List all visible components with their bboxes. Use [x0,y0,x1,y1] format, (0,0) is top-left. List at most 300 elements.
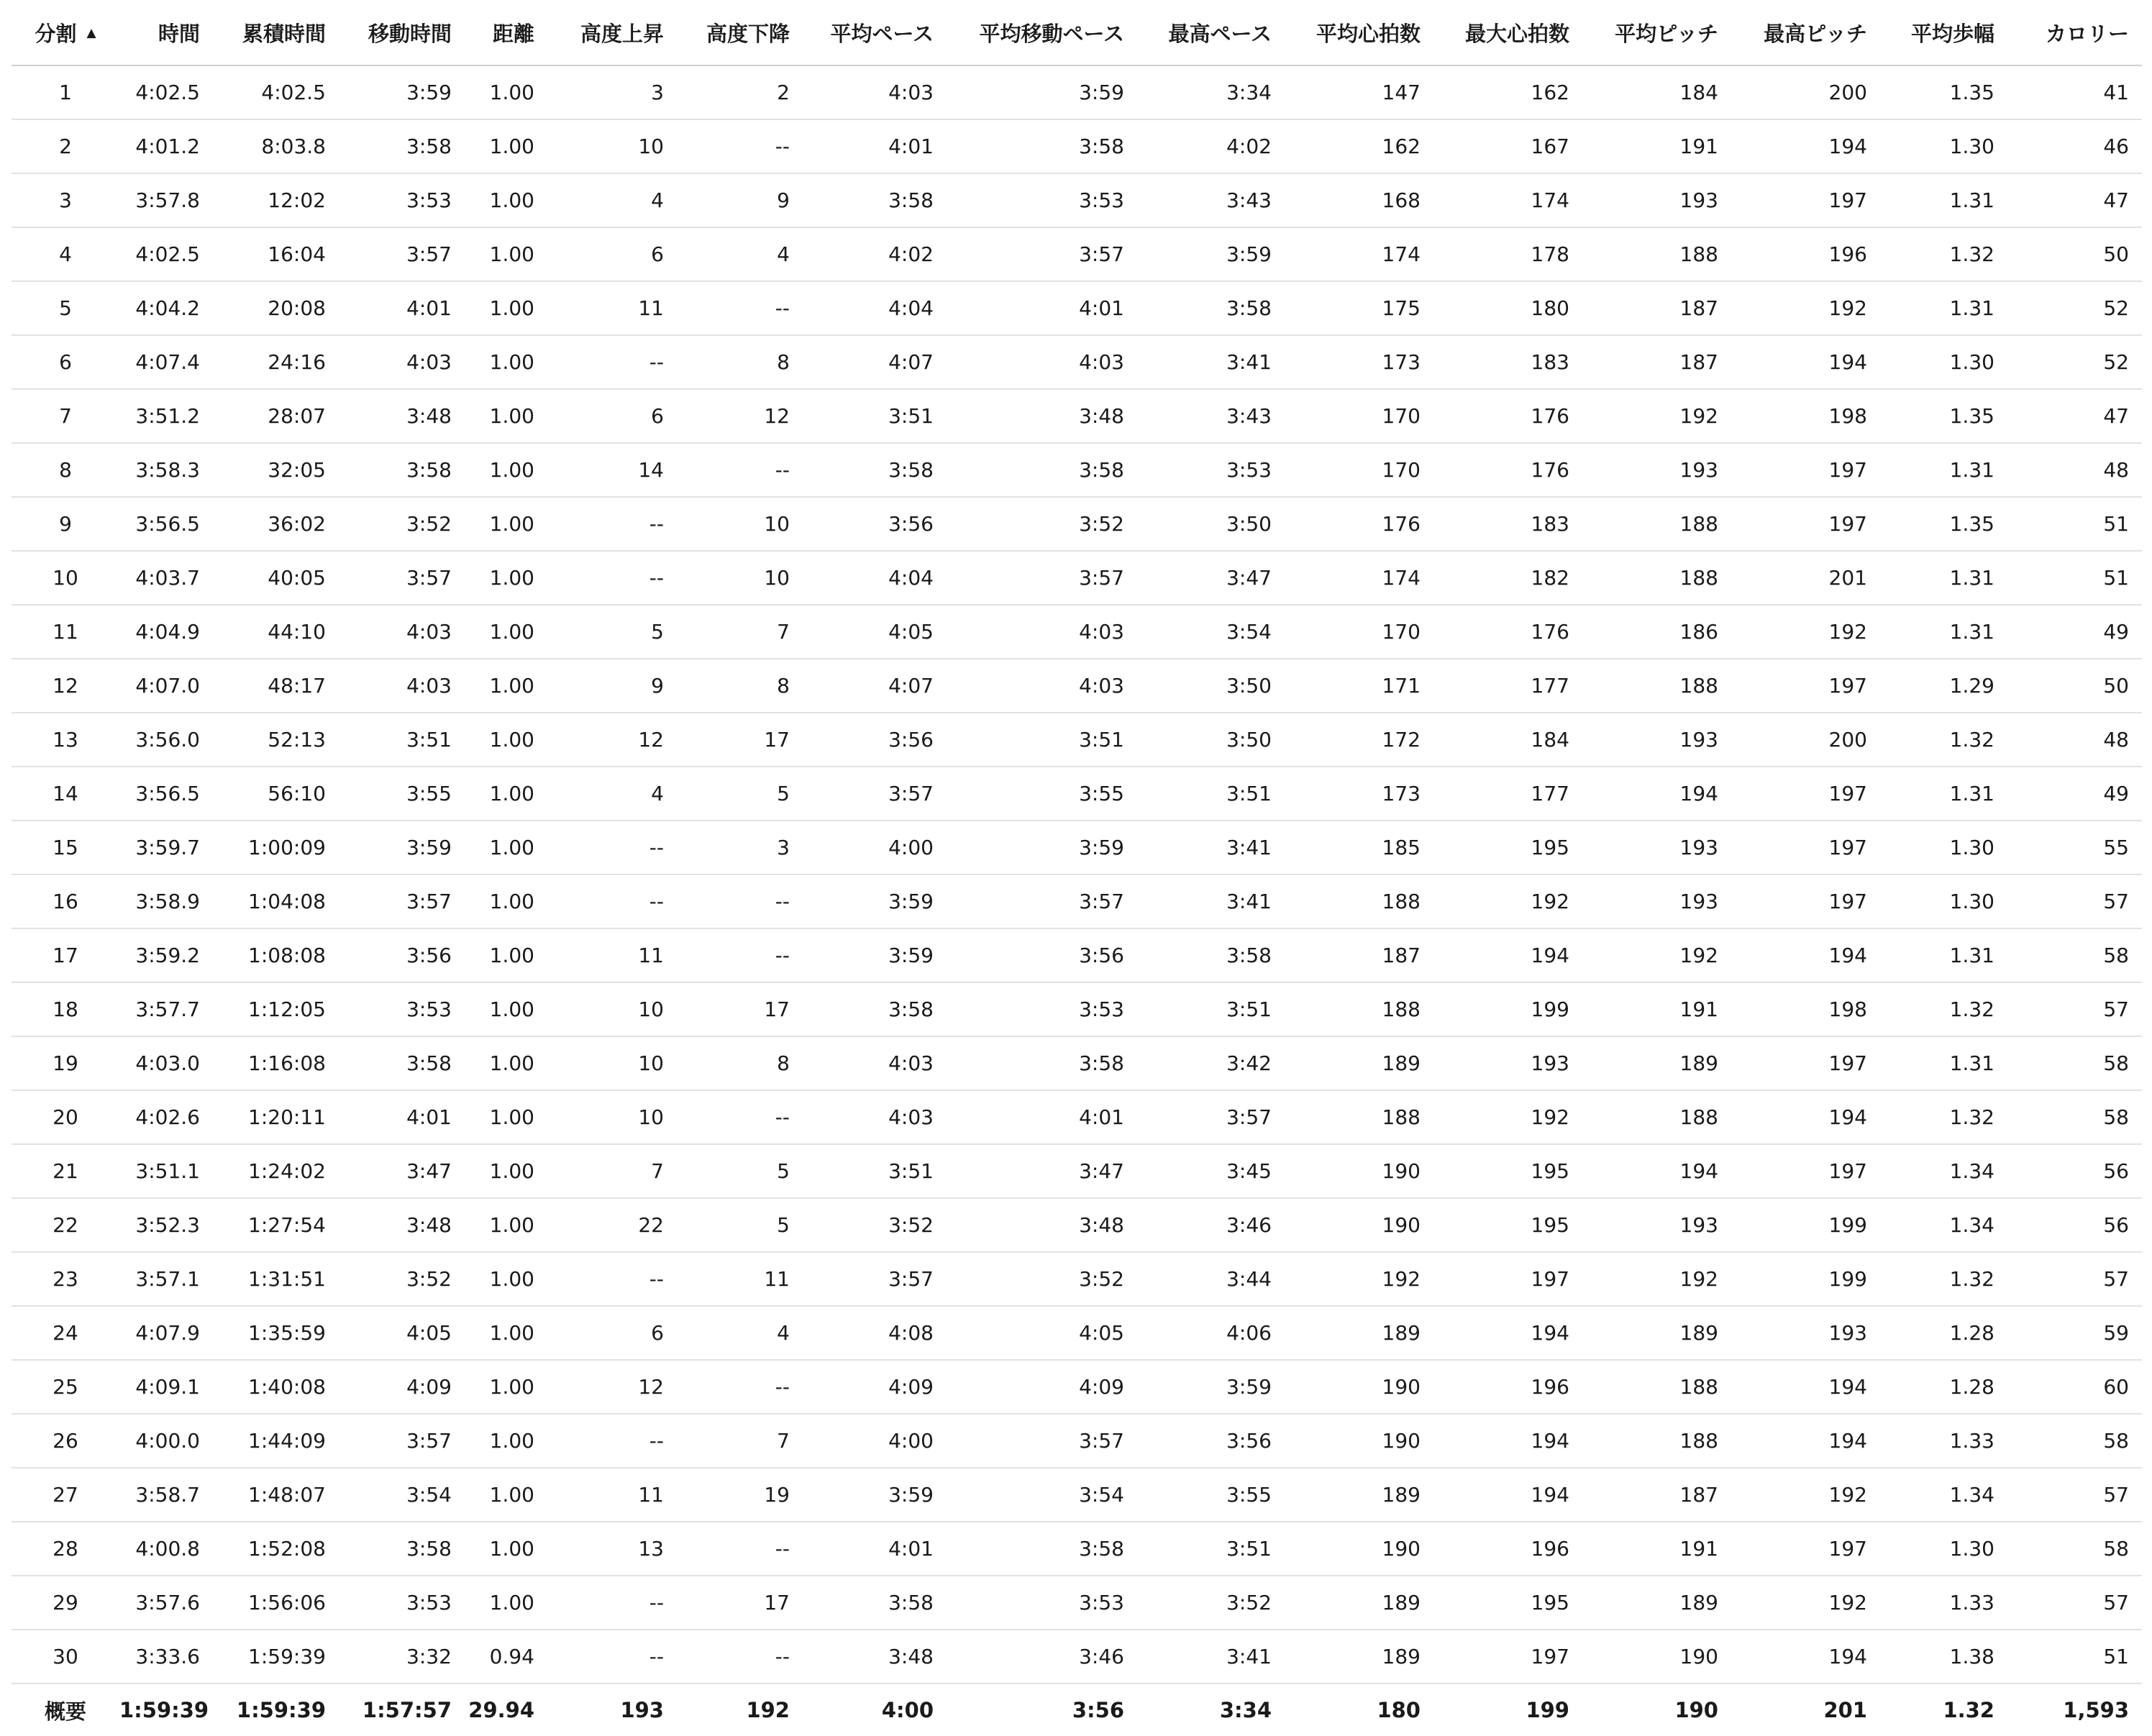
cell-max-cadence: 194 [1731,1630,1880,1684]
cell-calories: 51 [2007,497,2142,551]
table-row[interactable] [12,443,2142,497]
column-header-best-pace[interactable] [1137,0,1285,65]
cell-avg-heart-rate: 189 [1285,1468,1433,1522]
cell-distance: 1.00 [465,1576,547,1630]
cell-elevation-gain: 10 [547,1090,677,1144]
column-header-max-cadence[interactable] [1731,0,1880,65]
cell-distance: 1.00 [465,1522,547,1576]
cell-elevation-loss: 9 [677,173,803,227]
summary-avg-stride-length: 1.32 [1943,1698,1994,1722]
cell-avg-stride-length: 1.31 [1880,281,2007,335]
cell-calories: 58 [2007,1090,2142,1144]
cell-avg-pace: 4:00 [803,1414,947,1468]
column-header-distance[interactable] [465,0,547,65]
cell-cumulative-time: 28:07 [213,389,339,443]
cell-time: 4:01.2 [119,119,213,173]
cell-avg-moving-pace: 4:01 [947,1090,1137,1144]
cell-avg-stride-length: 1.31 [1880,551,2007,605]
cell-max-heart-rate: 184 [1433,713,1582,767]
cell-best-pace: 3:59 [1137,1360,1285,1414]
cell-max-cadence: 197 [1731,497,1880,551]
cell-moving-time: 4:01 [339,281,465,335]
cell-max-cadence: 197 [1731,173,1880,227]
cell-split: 17 [12,928,119,982]
cell-avg-heart-rate: 190 [1285,1360,1433,1414]
column-header-time[interactable] [119,0,213,65]
summary-time: 1:59:39 [119,1698,209,1722]
cell-cumulative-time: 20:08 [213,281,339,335]
cell-best-pace: 3:51 [1137,1522,1285,1576]
table-header-row [12,0,2142,65]
cell-split: 10 [12,551,119,605]
cell-avg-pace: 3:48 [803,1630,947,1684]
column-header-label: 高度下降 [706,21,790,46]
cell-moving-time: 3:48 [339,389,465,443]
cell-avg-heart-rate: 190 [1285,1144,1433,1198]
cell-elevation-gain: 4 [547,173,677,227]
cell-avg-heart-rate: 175 [1285,281,1433,335]
cell-avg-cadence: 188 [1582,659,1731,713]
cell-avg-stride-length: 1.33 [1880,1414,2007,1468]
column-header-label: 最高ピッチ [1764,21,1867,46]
summary-avg-pace: 4:00 [881,1698,934,1722]
cell-distance: 1.00 [465,1414,547,1468]
table-row[interactable] [12,659,2142,713]
cell-avg-heart-rate: 172 [1285,713,1433,767]
cell-time: 4:00.0 [119,1414,213,1468]
cell-avg-heart-rate: 170 [1285,389,1433,443]
cell-cumulative-time: 1:20:11 [213,1090,339,1144]
cell-best-pace: 3:41 [1137,335,1285,389]
cell-avg-stride-length: 1.30 [1880,335,2007,389]
cell-cumulative-time: 8:03.8 [213,119,339,173]
cell-elevation-loss: 5 [677,767,803,821]
cell-calories: 50 [2007,227,2142,281]
cell-moving-time: 4:09 [339,1360,465,1414]
cell-elevation-loss: 8 [677,335,803,389]
cell-distance: 1.00 [465,335,547,389]
cell-cumulative-time: 1:04:08 [213,874,339,928]
splits-table-container [12,0,2142,1736]
cell-avg-pace: 4:09 [803,1360,947,1414]
cell-best-pace: 3:43 [1137,389,1285,443]
cell-avg-pace: 4:01 [803,1522,947,1576]
column-header-label: 平均心拍数 [1316,21,1421,46]
cell-elevation-gain: 14 [547,443,677,497]
cell-cumulative-time: 48:17 [213,659,339,713]
cell-avg-heart-rate: 176 [1285,497,1433,551]
cell-moving-time: 3:54 [339,1468,465,1522]
cell-max-cadence: 197 [1731,1144,1880,1198]
cell-avg-pace: 4:07 [803,659,947,713]
table-row[interactable] [12,1144,2142,1198]
cell-avg-moving-pace: 3:51 [947,713,1137,767]
cell-calories: 58 [2007,928,2142,982]
cell-avg-stride-length: 1.31 [1880,1036,2007,1090]
cell-best-pace: 4:06 [1137,1306,1285,1360]
cell-avg-pace: 4:03 [803,65,947,119]
cell-split: 1 [12,65,119,119]
cell-avg-stride-length: 1.38 [1880,1630,2007,1684]
cell-cumulative-time: 56:10 [213,767,339,821]
cell-time: 3:58.9 [119,874,213,928]
cell-avg-cadence: 187 [1582,281,1731,335]
column-header-avg-moving-pace[interactable] [947,0,1137,65]
cell-max-heart-rate: 194 [1433,1414,1582,1468]
cell-max-cadence: 197 [1731,1036,1880,1090]
cell-max-heart-rate: 174 [1433,173,1582,227]
cell-calories: 52 [2007,281,2142,335]
table-row[interactable] [12,227,2142,281]
column-header-elevation-loss[interactable] [677,0,803,65]
cell-time: 3:58.7 [119,1468,213,1522]
cell-max-heart-rate: 183 [1433,335,1582,389]
cell-avg-moving-pace: 3:46 [947,1630,1137,1684]
cell-avg-stride-length: 1.32 [1880,713,2007,767]
column-header-label: 分割 [35,21,77,46]
cell-elevation-loss: -- [677,443,803,497]
column-header-avg-cadence[interactable] [1582,0,1731,65]
cell-time: 4:07.0 [119,659,213,713]
cell-distance: 1.00 [465,1036,547,1090]
column-header-avg-stride-length[interactable] [1880,0,2007,65]
cell-elevation-gain: 10 [547,1036,677,1090]
table-row[interactable] [12,65,2142,119]
cell-elevation-gain: -- [547,1252,677,1306]
table-row[interactable] [12,605,2142,659]
cell-avg-heart-rate: 189 [1285,1576,1433,1630]
cell-elevation-gain: -- [547,1576,677,1630]
cell-cumulative-time: 1:24:02 [213,1144,339,1198]
cell-split: 23 [12,1252,119,1306]
cell-split: 29 [12,1576,119,1630]
cell-max-cadence: 194 [1731,1090,1880,1144]
cell-cumulative-time: 1:35:59 [213,1306,339,1360]
cell-calories: 58 [2007,1414,2142,1468]
cell-avg-heart-rate: 162 [1285,119,1433,173]
cell-avg-moving-pace: 3:48 [947,1198,1137,1252]
cell-avg-stride-length: 1.30 [1880,1522,2007,1576]
cell-avg-cadence: 186 [1582,605,1731,659]
table-row[interactable] [12,1522,2142,1576]
table-row[interactable] [12,497,2142,551]
column-header-elevation-gain[interactable] [547,0,677,65]
cell-avg-cadence: 184 [1582,65,1731,119]
cell-avg-cadence: 193 [1582,713,1731,767]
cell-best-pace: 3:54 [1137,605,1285,659]
cell-calories: 55 [2007,821,2142,874]
cell-elevation-loss: 11 [677,1252,803,1306]
cell-max-cadence: 199 [1731,1252,1880,1306]
cell-time: 3:57.6 [119,1576,213,1630]
cell-cumulative-time: 1:40:08 [213,1360,339,1414]
cell-time: 3:33.6 [119,1630,213,1684]
sort-ascending-icon: ▲ [86,25,96,40]
summary-calories: 1,593 [2063,1698,2129,1722]
cell-max-heart-rate: 192 [1433,874,1582,928]
cell-split: 6 [12,335,119,389]
cell-split: 14 [12,767,119,821]
cell-avg-stride-length: 1.29 [1880,659,2007,713]
cell-split: 21 [12,1144,119,1198]
cell-moving-time: 3:57 [339,551,465,605]
cell-elevation-gain: 12 [547,1360,677,1414]
cell-max-cadence: 192 [1731,605,1880,659]
cell-time: 4:02.5 [119,65,213,119]
cell-avg-cadence: 194 [1582,1144,1731,1198]
cell-split: 13 [12,713,119,767]
cell-max-heart-rate: 180 [1433,281,1582,335]
cell-elevation-loss: 4 [677,227,803,281]
cell-split: 5 [12,281,119,335]
cell-cumulative-time: 32:05 [213,443,339,497]
column-header-avg-pace[interactable] [803,0,947,65]
column-header-label: 平均ペース [830,21,934,46]
cell-moving-time: 3:59 [339,821,465,874]
cell-cumulative-time: 1:48:07 [213,1468,339,1522]
cell-max-heart-rate: 182 [1433,551,1582,605]
cell-moving-time: 4:05 [339,1306,465,1360]
column-header-cumulative-time[interactable] [213,0,339,65]
table-row[interactable] [12,1252,2142,1306]
table-row[interactable] [12,281,2142,335]
column-header-calories[interactable] [2007,0,2142,65]
cell-avg-pace: 3:59 [803,1468,947,1522]
cell-max-heart-rate: 195 [1433,1144,1582,1198]
table-row[interactable] [12,928,2142,982]
table-row[interactable] [12,713,2142,767]
cell-elevation-loss: 17 [677,713,803,767]
cell-moving-time: 3:57 [339,227,465,281]
cell-split: 4 [12,227,119,281]
cell-best-pace: 3:41 [1137,1630,1285,1684]
cell-moving-time: 3:58 [339,1036,465,1090]
cell-moving-time: 3:53 [339,173,465,227]
cell-calories: 60 [2007,1360,2142,1414]
cell-avg-pace: 3:56 [803,497,947,551]
cell-avg-heart-rate: 174 [1285,551,1433,605]
cell-elevation-gain: 6 [547,227,677,281]
cell-avg-moving-pace: 3:56 [947,928,1137,982]
cell-avg-stride-length: 1.34 [1880,1144,2007,1198]
cell-time: 3:59.2 [119,928,213,982]
cell-avg-moving-pace: 3:57 [947,874,1137,928]
cell-calories: 57 [2007,982,2142,1036]
cell-avg-moving-pace: 3:58 [947,119,1137,173]
cell-split: 25 [12,1360,119,1414]
cell-split: 7 [12,389,119,443]
cell-split: 27 [12,1468,119,1522]
cell-avg-heart-rate: 189 [1285,1306,1433,1360]
cell-max-heart-rate: 194 [1433,1468,1582,1522]
cell-avg-pace: 3:59 [803,928,947,982]
cell-calories: 41 [2007,65,2142,119]
cell-moving-time: 3:55 [339,767,465,821]
cell-max-heart-rate: 197 [1433,1630,1582,1684]
cell-cumulative-time: 1:52:08 [213,1522,339,1576]
cell-max-heart-rate: 195 [1433,1576,1582,1630]
cell-cumulative-time: 1:56:06 [213,1576,339,1630]
cell-elevation-loss: 7 [677,1414,803,1468]
cell-best-pace: 3:58 [1137,928,1285,982]
cell-avg-stride-length: 1.31 [1880,767,2007,821]
table-row[interactable] [12,1468,2142,1522]
cell-max-heart-rate: 192 [1433,1090,1582,1144]
cell-max-heart-rate: 193 [1433,1036,1582,1090]
cell-avg-heart-rate: 192 [1285,1252,1433,1306]
cell-distance: 1.00 [465,1252,547,1306]
cell-avg-pace: 4:04 [803,551,947,605]
table-row[interactable] [12,982,2142,1036]
summary-elevation-gain: 193 [620,1698,664,1722]
cell-best-pace: 3:55 [1137,1468,1285,1522]
cell-moving-time: 4:03 [339,659,465,713]
cell-elevation-loss: 17 [677,982,803,1036]
cell-elevation-loss: 8 [677,659,803,713]
cell-calories: 57 [2007,1576,2142,1630]
cell-distance: 1.00 [465,281,547,335]
table-row[interactable] [12,1360,2142,1414]
cell-elevation-loss: -- [677,281,803,335]
cell-avg-pace: 4:03 [803,1090,947,1144]
cell-distance: 1.00 [465,1144,547,1198]
cell-distance: 1.00 [465,119,547,173]
cell-avg-cadence: 193 [1582,1198,1731,1252]
cell-best-pace: 4:02 [1137,119,1285,173]
cell-moving-time: 4:01 [339,1090,465,1144]
table-row[interactable] [12,1036,2142,1090]
cell-distance: 1.00 [465,659,547,713]
column-header-split[interactable] [12,0,119,65]
cell-moving-time: 3:58 [339,1522,465,1576]
cell-best-pace: 3:57 [1137,1090,1285,1144]
cell-max-cadence: 197 [1731,821,1880,874]
cell-cumulative-time: 1:27:54 [213,1198,339,1252]
cell-avg-pace: 4:01 [803,119,947,173]
cell-time: 4:07.4 [119,335,213,389]
cell-elevation-loss: 5 [677,1144,803,1198]
cell-elevation-gain: 4 [547,767,677,821]
cell-max-cadence: 197 [1731,443,1880,497]
table-row[interactable] [12,389,2142,443]
cell-avg-pace: 3:51 [803,389,947,443]
table-body [12,65,2142,1736]
column-header-moving-time[interactable] [339,0,465,65]
cell-split: 12 [12,659,119,713]
table-row[interactable] [12,874,2142,928]
cell-split: 18 [12,982,119,1036]
cell-avg-stride-length: 1.35 [1880,497,2007,551]
cell-avg-stride-length: 1.30 [1880,821,2007,874]
cell-avg-pace: 3:58 [803,982,947,1036]
cell-max-heart-rate: 162 [1433,65,1582,119]
cell-avg-pace: 3:56 [803,713,947,767]
table-row[interactable] [12,1306,2142,1360]
table-row[interactable] [12,767,2142,821]
cell-calories: 58 [2007,1036,2142,1090]
cell-avg-stride-length: 1.31 [1880,443,2007,497]
cell-distance: 1.00 [465,227,547,281]
cell-moving-time: 3:58 [339,443,465,497]
cell-avg-pace: 4:02 [803,227,947,281]
column-header-label: 累積時間 [242,21,326,46]
cell-max-cadence: 199 [1731,1198,1880,1252]
cell-avg-heart-rate: 190 [1285,1522,1433,1576]
cell-cumulative-time: 1:59:39 [213,1630,339,1684]
cell-avg-stride-length: 1.35 [1880,389,2007,443]
table-row[interactable] [12,1630,2142,1684]
cell-avg-cadence: 191 [1582,982,1731,1036]
cell-avg-moving-pace: 3:53 [947,1576,1137,1630]
table-row[interactable] [12,1414,2142,1468]
cell-distance: 1.00 [465,443,547,497]
cell-elevation-gain: -- [547,335,677,389]
cell-avg-pace: 3:59 [803,874,947,928]
cell-time: 3:56.0 [119,713,213,767]
cell-best-pace: 3:52 [1137,1576,1285,1630]
cell-distance: 1.00 [465,821,547,874]
cell-avg-moving-pace: 3:59 [947,65,1137,119]
cell-elevation-gain: -- [547,551,677,605]
cell-moving-time: 3:48 [339,1198,465,1252]
cell-distance: 1.00 [465,1360,547,1414]
summary-split: 概要 [44,1699,86,1724]
table-row[interactable] [12,1090,2142,1144]
cell-best-pace: 3:50 [1137,713,1285,767]
table-row[interactable] [12,173,2142,227]
table-row[interactable] [12,551,2142,605]
cell-elevation-loss: 10 [677,497,803,551]
cell-avg-cadence: 194 [1582,767,1731,821]
table-row[interactable] [12,335,2142,389]
table-row[interactable] [12,1576,2142,1630]
cell-avg-heart-rate: 173 [1285,767,1433,821]
summary-max-heart-rate: 199 [1526,1698,1569,1722]
table-row[interactable] [12,1198,2142,1252]
cell-avg-cadence: 193 [1582,443,1731,497]
cell-elevation-gain: -- [547,821,677,874]
column-header-label: 平均歩幅 [1910,21,1994,46]
table-row[interactable] [12,821,2142,874]
cell-best-pace: 3:51 [1137,982,1285,1036]
column-header-max-heart-rate[interactable] [1433,0,1582,65]
table-row[interactable] [12,119,2142,173]
cell-moving-time: 4:03 [339,605,465,659]
cell-avg-cadence: 189 [1582,1306,1731,1360]
cell-time: 4:09.1 [119,1360,213,1414]
cell-distance: 1.00 [465,497,547,551]
cell-elevation-gain: 10 [547,119,677,173]
column-header-avg-heart-rate[interactable] [1285,0,1433,65]
cell-distance: 1.00 [465,874,547,928]
cell-avg-heart-rate: 189 [1285,1036,1433,1090]
cell-avg-pace: 3:58 [803,173,947,227]
cell-avg-heart-rate: 188 [1285,1090,1433,1144]
cell-elevation-gain: 6 [547,389,677,443]
column-header-label: 高度上昇 [580,21,664,46]
cell-avg-stride-length: 1.31 [1880,928,2007,982]
cell-avg-cadence: 192 [1582,928,1731,982]
cell-avg-stride-length: 1.30 [1880,119,2007,173]
cell-max-heart-rate: 177 [1433,659,1582,713]
cell-avg-moving-pace: 3:52 [947,1252,1137,1306]
cell-avg-heart-rate: 170 [1285,605,1433,659]
column-header-label: 時間 [158,21,200,46]
cell-elevation-loss: 5 [677,1198,803,1252]
cell-best-pace: 3:51 [1137,767,1285,821]
cell-avg-heart-rate: 168 [1285,173,1433,227]
cell-avg-pace: 4:03 [803,1036,947,1090]
